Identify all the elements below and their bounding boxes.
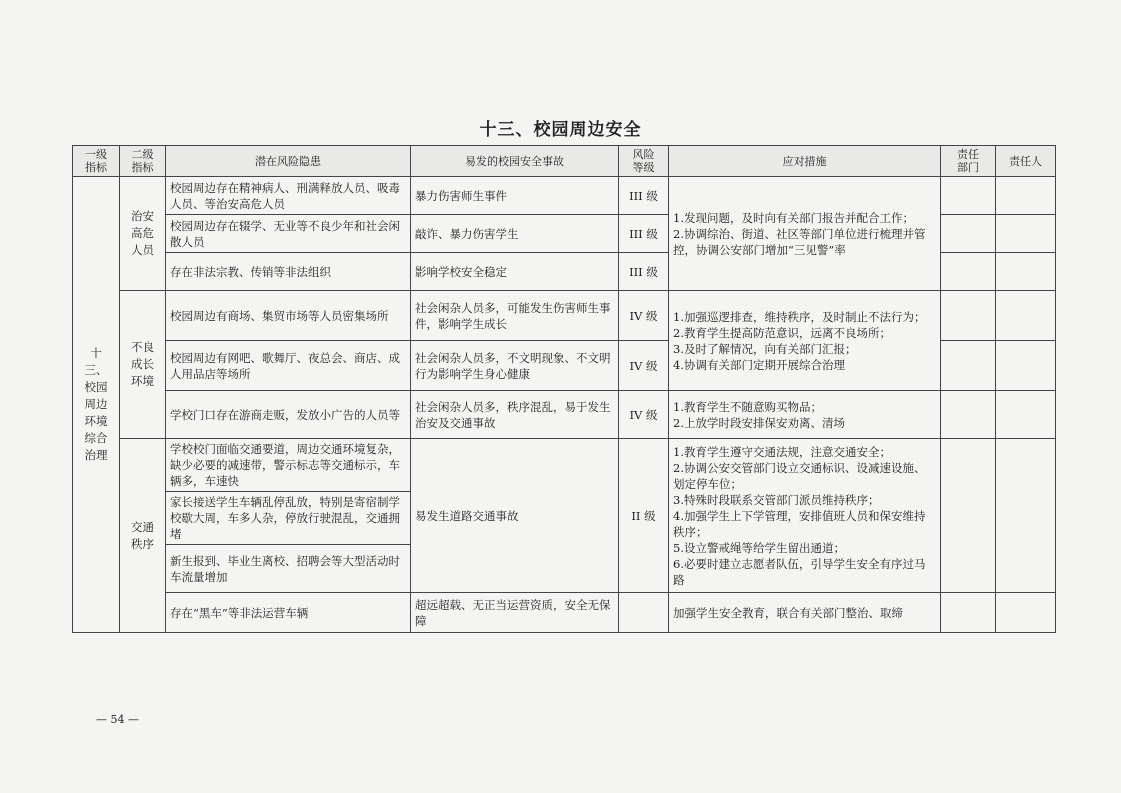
measures-cell: 加强学生安全教育，联合有关部门整治、取缔 <box>669 593 941 633</box>
dept-cell <box>941 391 996 439</box>
header-risk-level: 风险 等级 <box>619 146 669 177</box>
measures-cell: 1.加强巡逻排查，维持秩序，及时制止不法行为； 2.教育学生提高防范意识，远离不良场所； 3.及时了解情况，向有关部门汇报； 4.协调有关部门定期开展综合治理 <box>669 291 941 391</box>
hazard-cell: 校园周边有网吧、歌舞厅、夜总会、商店、成人用品店等场所 <box>166 341 411 391</box>
table-row <box>73 291 1056 341</box>
incident-cell: 社会闲杂人员多，可能发生伤害师生事件，影响学生成长 <box>411 291 619 341</box>
level2-cell: 交通 秩序 <box>120 439 166 633</box>
person-cell <box>996 177 1056 215</box>
risk-level-cell: IV 级 <box>619 391 669 439</box>
hazard-cell: 家长接送学生车辆乱停乱放，特别是寄宿制学校歇大周，车多人杂，停放行驶混乱，交通拥堵 <box>166 492 411 545</box>
header-dept: 责任 部门 <box>941 146 996 177</box>
header-person: 责任人 <box>996 146 1056 177</box>
level2-cell: 不良 成长 环境 <box>120 291 166 439</box>
dept-cell <box>941 177 996 215</box>
hazard-cell: 存在非法宗教、传销等非法组织 <box>166 253 411 291</box>
table-row <box>73 439 1056 492</box>
level1-cell: 十 三、 校园 周边 环境 综合 治理 <box>73 177 120 633</box>
incident-cell: 社会闲杂人员多，秩序混乱，易于发生治安及交通事故 <box>411 391 619 439</box>
risk-level-cell: IV 级 <box>619 341 669 391</box>
person-cell <box>996 291 1056 341</box>
header-row <box>73 146 1056 177</box>
measures-cell: 1.教育学生不随意购买物品； 2.上放学时段安排保安劝离、清场 <box>669 391 941 439</box>
table-row <box>73 593 1056 633</box>
dept-cell <box>941 593 996 633</box>
person-cell <box>996 391 1056 439</box>
hazard-cell: 校园周边存在辍学、无业等不良少年和社会闲散人员 <box>166 215 411 253</box>
header-measures: 应对措施 <box>669 146 941 177</box>
person-cell <box>996 253 1056 291</box>
incident-cell: 易发生道路交通事故 <box>411 439 619 593</box>
hazard-cell: 校园周边存在精神病人、刑满释放人员、吸毒人员、等治安高危人员 <box>166 177 411 215</box>
incident-cell: 超远超载、无正当运营资质，安全无保障 <box>411 593 619 633</box>
person-cell <box>996 341 1056 391</box>
level2-cell: 治安 高危 人员 <box>120 177 166 291</box>
header-hazard: 潜在风险隐患 <box>166 146 411 177</box>
risk-level-cell: III 级 <box>619 215 669 253</box>
incident-cell: 暴力伤害师生事件 <box>411 177 619 215</box>
page-title: 十三、校园周边安全 <box>479 120 642 140</box>
person-cell <box>996 593 1056 633</box>
measures-cell: 1.发现问题，及时向有关部门报告并配合工作； 2.协调综治、街道、社区等部门单位进行梳理并管控，协调公安部门增加“三见警”率 <box>669 177 941 291</box>
header-incident: 易发的校园安全事故 <box>411 146 619 177</box>
hazard-cell: 新生报到、毕业生离校、招聘会等大型活动时车流量增加 <box>166 545 411 593</box>
hazard-cell: 学校门口存在游商走贩，发放小广告的人员等 <box>166 391 411 439</box>
incident-cell: 敲诈、暴力伤害学生 <box>411 215 619 253</box>
risk-table <box>72 145 1056 633</box>
risk-level-cell <box>619 593 669 633</box>
risk-level-cell: III 级 <box>619 253 669 291</box>
page-number: — 54 — <box>96 713 139 726</box>
risk-level-cell: II 级 <box>619 439 669 593</box>
table-row <box>73 177 1056 215</box>
person-cell <box>996 439 1056 593</box>
incident-cell: 社会闲杂人员多，不文明现象、不文明行为影响学生身心健康 <box>411 341 619 391</box>
risk-level-cell: III 级 <box>619 177 669 215</box>
dept-cell <box>941 215 996 253</box>
dept-cell <box>941 439 996 593</box>
person-cell <box>996 215 1056 253</box>
hazard-cell: 学校校门面临交通要道，周边交通环境复杂，缺少必要的减速带，警示标志等交通标示，车辆多，车速快 <box>166 439 411 492</box>
table-row <box>73 391 1056 439</box>
incident-cell: 影响学校安全稳定 <box>411 253 619 291</box>
hazard-cell: 存在“黑车”等非法运营车辆 <box>166 593 411 633</box>
dept-cell <box>941 341 996 391</box>
dept-cell <box>941 291 996 341</box>
header-level2: 二级 指标 <box>120 146 166 177</box>
header-level1: 一级 指标 <box>73 146 120 177</box>
risk-level-cell: IV 级 <box>619 291 669 341</box>
hazard-cell: 校园周边有商场、集贸市场等人员密集场所 <box>166 291 411 341</box>
measures-cell: 1.教育学生遵守交通法规，注意交通安全； 2.协调公安交管部门设立交通标识、设减速设施、划定停车位； 3.特殊时段联系交管部门派员维持秩序； 4.加强学生上下学管理，安排值班人员和保安维持秩序； 5.设立警戒绳等给学生留出通道； 6.必要时建立志愿者队伍，引导学生安全有序过马路 <box>669 439 941 593</box>
dept-cell <box>941 253 996 291</box>
